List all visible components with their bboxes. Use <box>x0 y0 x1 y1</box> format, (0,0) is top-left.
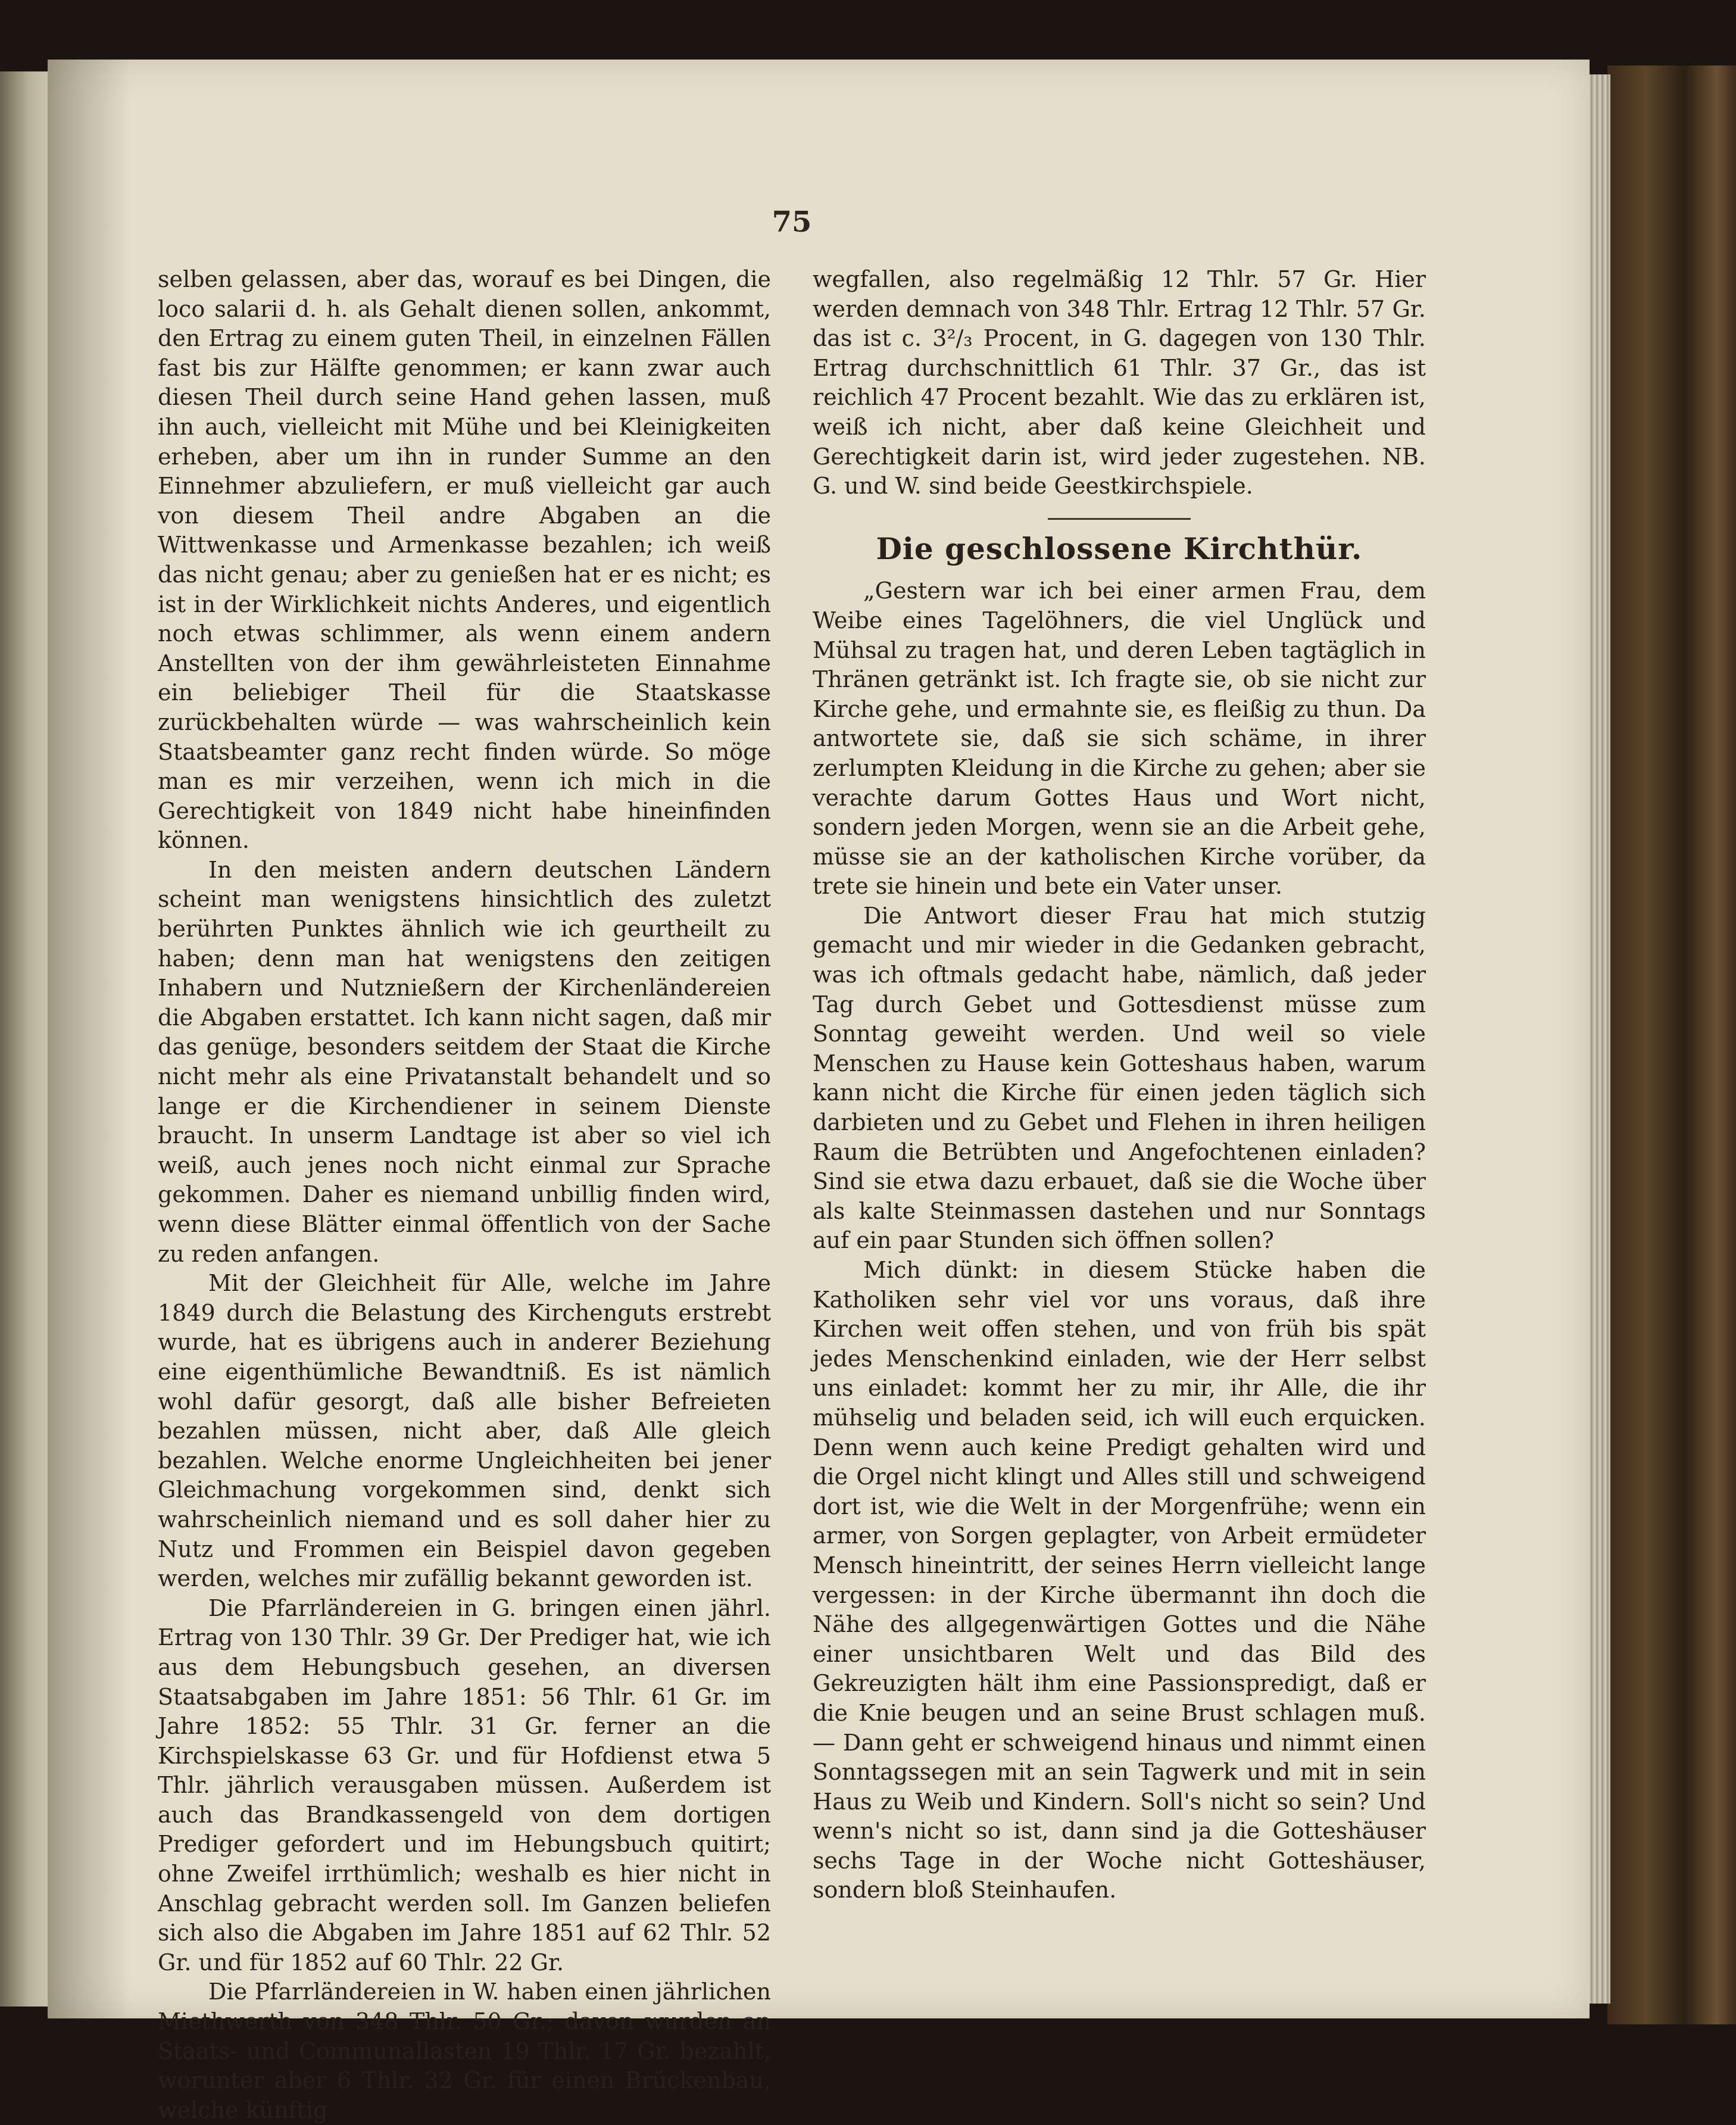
page-number: 75 <box>772 205 812 239</box>
paragraph: selben gelassen, aber das, worauf es bei Dingen, die loco salarii d. h. als Gehalt dienen sollen, ankommt, den Ertrag zu einem guten Theil, in einzelnen Fällen fast bis zur Hälfte genommen; er kann zwar auch diesen Theil durch seine Hand gehen lassen, muß ihn auch, vielleicht mit Mühe und bei Kleinigkeiten erheben, aber um ihn in runder Summe an den Einnehmer abzuliefern, er muß vielleicht gar auch von diesem Theil andre Abgaben an die Wittwenkasse und Armenkasse bezahlen; ich weiß das nicht genau; aber zu genießen hat er es nicht; es ist in der Wirklichkeit nichts Anderes, und eigentlich noch etwas schlimmer, als wenn einem andern Anstellten von der ihm gewährleisteten Einnahme ein beliebiger Theil für die Staatskasse zurückbehalten würde — was wahrscheinlich kein Staatsbeamter ganz recht finden würde. So möge man es mir verzeihen, wenn ich mich in die Gerechtigkeit von 1849 nicht habe hineinfinden können. <box>158 266 771 854</box>
book-cover <box>1607 65 1736 2024</box>
paragraph: Mich dünkt: in diesem Stücke haben die Katholiken sehr viel vor uns voraus, daß ihre Kirchen weit offen stehen, und von früh bis spät jedes Menschenkind einladen, wie der Herr selbst uns einladet: kommt her zu mir, ihr Alle, die ihr mühselig und beladen seid, ich will euch erquicken. Denn wenn auch keine Predigt gehalten wird und die Orgel nicht klingt und Alles still und schweigend dort ist, wie die Welt in der Morgenfrühe; wenn ein armer, von Sorgen geplagter, von Arbeit ermüdeter Mensch hineintritt, der seines Herrn vielleicht lange vergessen: in der Kirche übermannt ihn doch die Nähe des allgegenwärtigen Gottes und die Nähe einer unsichtbaren Welt und das Bild des Gekreuzigten hält ihm eine Passionspredigt, daß er die Knie beugen und an seine Brust schlagen muß. — Dann geht er schweigend hinaus und nimmt einen Sonntagssegen mit an sein Tagwerk und mit in sein Haus zu Weib und Kindern. Soll's nicht so sein? Und wenn's nicht so ist, dann sind ja die Gotteshäuser sechs Tage in der Woche nicht Gotteshäuser, sondern bloß Steinhaufen. <box>813 1257 1426 1904</box>
gutter-shadow <box>48 60 131 2018</box>
paragraph: Die Antwort dieser Frau hat mich stutzig gemacht und mir wieder in die Gedanken gebracht, was ich oftmals gedacht habe, nämlich, daß jeder Tag durch Gebet und Gottesdienst müsse zum Sonntag geweiht werden. Und weil so viele Menschen zu Hause kein Gotteshaus haben, warum kann nicht die Kirche für einen jeden täglich sich darbieten und zu Gebet und Flehen in ihren heiligen Raum die Betrübten und Angefochtenen einladen? Sind sie etwa dazu erbauet, daß sie die Woche über als kalte Steinmassen dastehen und nur Sonntags auf ein paar Stunden sich öffnen sollen? <box>813 902 1426 1254</box>
section-divider <box>1048 518 1191 520</box>
paragraph: wegfallen, also regelmäßig 12 Thlr. 57 Gr. Hier werden demnach von 348 Thlr. Ertrag 12 Thlr. 57 Gr. das ist c. 3²/₃ Procent, in G. dagegen von 130 Thlr. Ertrag durchschnittlich 61 Thlr. 37 Gr., das ist reichlich 47 Procent bezahlt. Wie das zu erklären ist, weiß ich nicht, aber daß keine Gleichheit und Gerechtigkeit darin ist, wird jeder zugestehen. NB. G. und W. sind beide Geestkirchspiele. <box>813 266 1426 500</box>
left-column <box>158 265 771 2125</box>
paragraph: „Gestern war ich bei einer armen Frau, dem Weibe eines Tagelöhners, die viel Unglück und Mühsal zu tragen hat, und deren Leben tagtäglich in Thränen getränkt ist. Ich fragte sie, ob sie nicht zur Kirche gehe, und ermahnte sie, es fleißig zu thun. Da antwortete sie, daß sie sich schäme, in ihrer zerlumpten Kleidung in die Kirche zu gehen; aber sie verachte darum Gottes Haus und Wort nicht, sondern jeden Morgen, wenn sie an die Arbeit gehe, müsse sie an der katholischen Kirche vorüber, da trete sie hinein und bete ein Vater unser. <box>813 578 1426 900</box>
right-column <box>813 265 1426 1905</box>
article-heading: Die geschlossene Kirchthür. <box>876 531 1363 566</box>
paragraph: Mit der Gleichheit für Alle, welche im Jahre 1849 durch die Belastung des Kirchenguts erstrebt wurde, hat es übrigens auch in anderer Beziehung eine eigenthümliche Bewandtniß. Es ist nämlich wohl dafür gesorgt, daß alle bisher Befreieten bezahlen müssen, nicht aber, daß Alle gleich bezahlen. Welche enorme Ungleichheiten bei jener Gleichmachung vorgekommen sind, denkt sich wahrscheinlich niemand und es soll daher hier zu Nutz und Frommen ein Beispiel davon gegeben werden, welches mir zufällig bekannt geworden ist. <box>158 1270 771 1592</box>
previous-page-edge <box>0 71 54 2007</box>
paragraph: Die Pfarrländereien in W. haben einen jährlichen Miethwerth von 348 Thlr. 50 Gr.; davon wurden an Staats- und Communallasten 19 Thlr. 17 Gr. bezahlt, worunter aber 6 Thlr. 32 Gr. für einen Brückenbau, welche künftig <box>158 1979 771 2123</box>
paragraph: In den meisten andern deutschen Ländern scheint man wenigstens hinsichtlich des zuletzt berührten Punktes ähnlich wie ich geurtheilt zu haben; denn man hat wenigstens den zeitigen Inhabern und Nutznießern der Kirchenländereien die Abgaben erstattet. Ich kann nicht sagen, daß mir das genüge, besonders seitdem der Staat die Kirche nicht mehr als eine Privatanstalt behandelt und so lange er die Kirchendiener in seinem Dienste braucht. In unserm Landtage ist aber so viel ich weiß, auch jenes noch nicht einmal zur Sprache gekommen. Daher es niemand unbillig finden wird, wenn diese Blätter einmal öffentlich von der Sache zu reden anfangen. <box>158 856 771 1267</box>
paragraph: Die Pfarrländereien in G. bringen einen jährl. Ertrag von 130 Thlr. 39 Gr. Der Prediger hat, wie ich aus dem Hebungsbuch gesehen, an diversen Staatsabgaben im Jahre 1851: 56 Thlr. 61 Gr. im Jahre 1852: 55 Thlr. 31 Gr. ferner an die Kirchspielskasse 63 Gr. und für Hofdienst etwa 5 Thlr. jährlich verausgaben müssen. Außerdem ist auch das Brandkassengeld von dem dortigen Prediger gefordert und im Hebungsbuch quitirt; ohne Zweifel irrthümlich; weshalb es hier nicht in Anschlag gebracht werden soll. Im Ganzen beliefen sich also die Abgaben im Jahre 1851 auf 62 Thlr. 52 Gr. und für 1852 auf 60 Thlr. 22 Gr. <box>158 1594 771 1976</box>
